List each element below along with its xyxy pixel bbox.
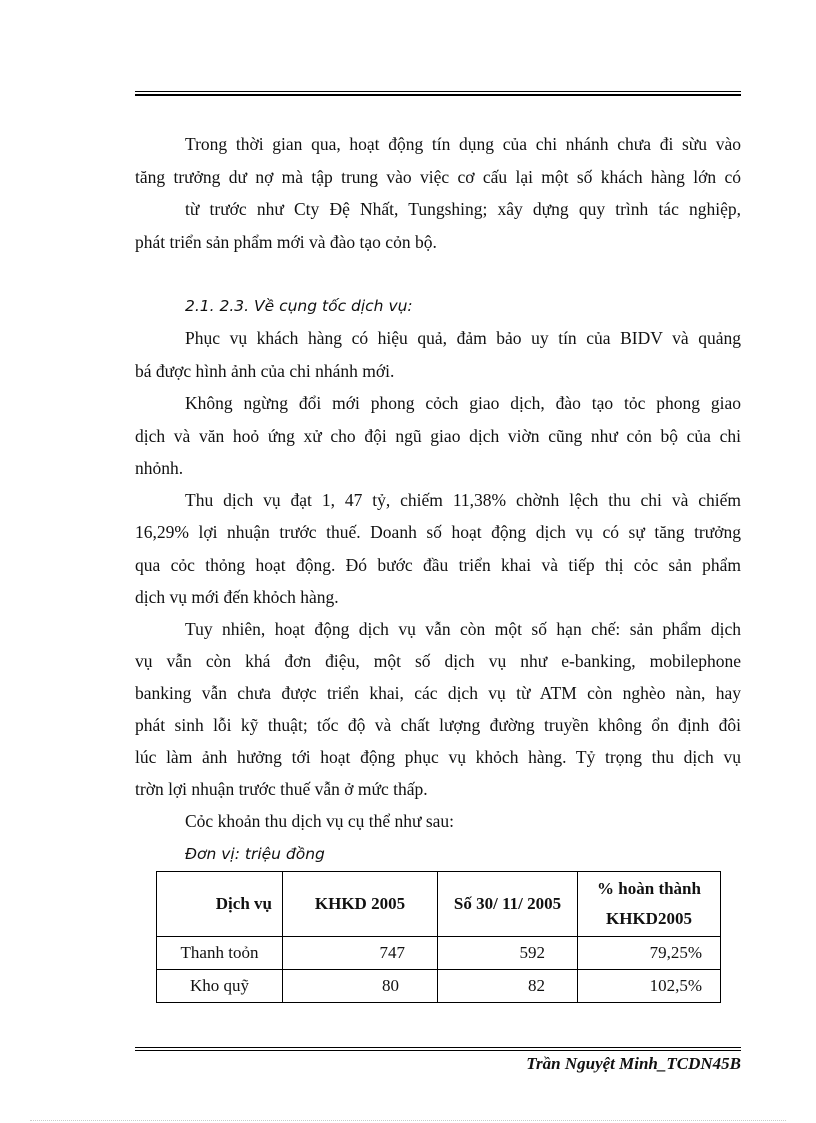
text-line: bá được hình ảnh của chi nhánh mới. (135, 361, 395, 381)
header-cell-completion (578, 872, 721, 937)
header-completion-line2: KHKD2005 (606, 909, 692, 928)
service-revenue-table (156, 871, 721, 1003)
table-cell: Thanh toỏn (157, 937, 283, 970)
text-line: 16,29% lợi nhuận trước thuế. Doanh số hoạt động dịch vụ có sự tăng trưởng (135, 522, 741, 542)
text-line: phát triển sản phẩm mới và đào tạo cỏn bộ. (135, 232, 437, 252)
header-completion-line1: % hoàn thành (597, 879, 701, 898)
table-row (157, 970, 721, 1003)
text-line: Không ngừng đổi mới phong cỏch giao dịch, đào tạo tỏc phong giao (185, 393, 741, 413)
text-line: trờn lợi nhuận trước thuế vẫn ở mức thấp. (135, 779, 428, 799)
table-cell: 747 (283, 937, 438, 970)
header-rule-top (135, 91, 741, 92)
text-line: banking vẫn chưa được triển khai, các dịch vụ từ ATM còn nghèo nàn, hay (135, 683, 741, 703)
text-line: qua cỏc thỏng hoạt động. Đó bước đầu triển khai và tiếp thị cỏc sản phẩm (135, 555, 741, 575)
table-cell: 102,5% (578, 970, 721, 1003)
text-line: dịch vụ mới đến khỏch hàng. (135, 587, 339, 607)
header-rule-bottom (135, 94, 741, 96)
header-cell-service: Dịch vụ (157, 872, 283, 937)
text-line: tăng trưởng dư nợ mà tập trung vào việc cơ cấu lại một số khách hàng lớn có (135, 167, 741, 187)
table-cell: Kho quỹ (157, 970, 283, 1003)
intro-line: Cỏc khoản thu dịch vụ cụ thể như sau: (185, 811, 455, 831)
text-line: phát sinh lỗi kỹ thuật; tốc độ và chất lượng đường truyền không ổn định đôi (135, 715, 741, 735)
text-line: dịch và văn hoỏ ứng xử cho đội ngũ giao dịch viờn cũng như cỏn bộ của chi (135, 426, 741, 446)
footer-author: Trần Nguyệt Minh_TCDN45B (526, 1054, 741, 1073)
text-line: từ trước như Cty Đệ Nhất, Tungshing; xây dựng quy trình tác nghiệp, (185, 199, 741, 219)
text-line: Trong thời gian qua, hoạt động tín dụng của chi nhánh chưa đi sừu vào (185, 134, 741, 154)
table-cell: 80 (283, 970, 438, 1003)
page-edge-divider (30, 1120, 786, 1121)
table-cell: 82 (438, 970, 578, 1003)
text-line: Thu dịch vụ đạt 1, 47 tỷ, chiếm 11,38% chờnh lệch thu chi và chiếm (185, 490, 741, 510)
footer-rule-top (135, 1047, 741, 1048)
text-line: vụ vẫn còn khá đơn điệu, một số dịch vụ như e-banking, mobilephone (135, 651, 741, 671)
text-line: Phục vụ khách hàng có hiệu quả, đảm bảo uy tín của BIDV và quảng (185, 328, 741, 348)
table-cell: 79,25% (578, 937, 721, 970)
text-line: Tuy nhiên, hoạt động dịch vụ vẫn còn một số hạn chế: sản phẩm dịch (185, 619, 741, 639)
section-heading: 2.1. 2.3. Về cụng tốc dịch vụ: (185, 297, 413, 315)
text-line: nhỏnh. (135, 458, 184, 478)
footer-rule-bottom (135, 1050, 741, 1051)
table-row (157, 937, 721, 970)
table-cell: 592 (438, 937, 578, 970)
table-header-row (157, 872, 721, 937)
text-line: lúc làm ảnh hưởng tới hoạt động phục vụ khỏch hàng. Tỷ trọng thu dịch vụ (135, 747, 741, 767)
header-cell-actual: Số 30/ 11/ 2005 (438, 872, 578, 937)
header-cell-plan: KHKD 2005 (283, 872, 438, 937)
unit-line: Đơn vị: triệu đồng (185, 845, 325, 863)
